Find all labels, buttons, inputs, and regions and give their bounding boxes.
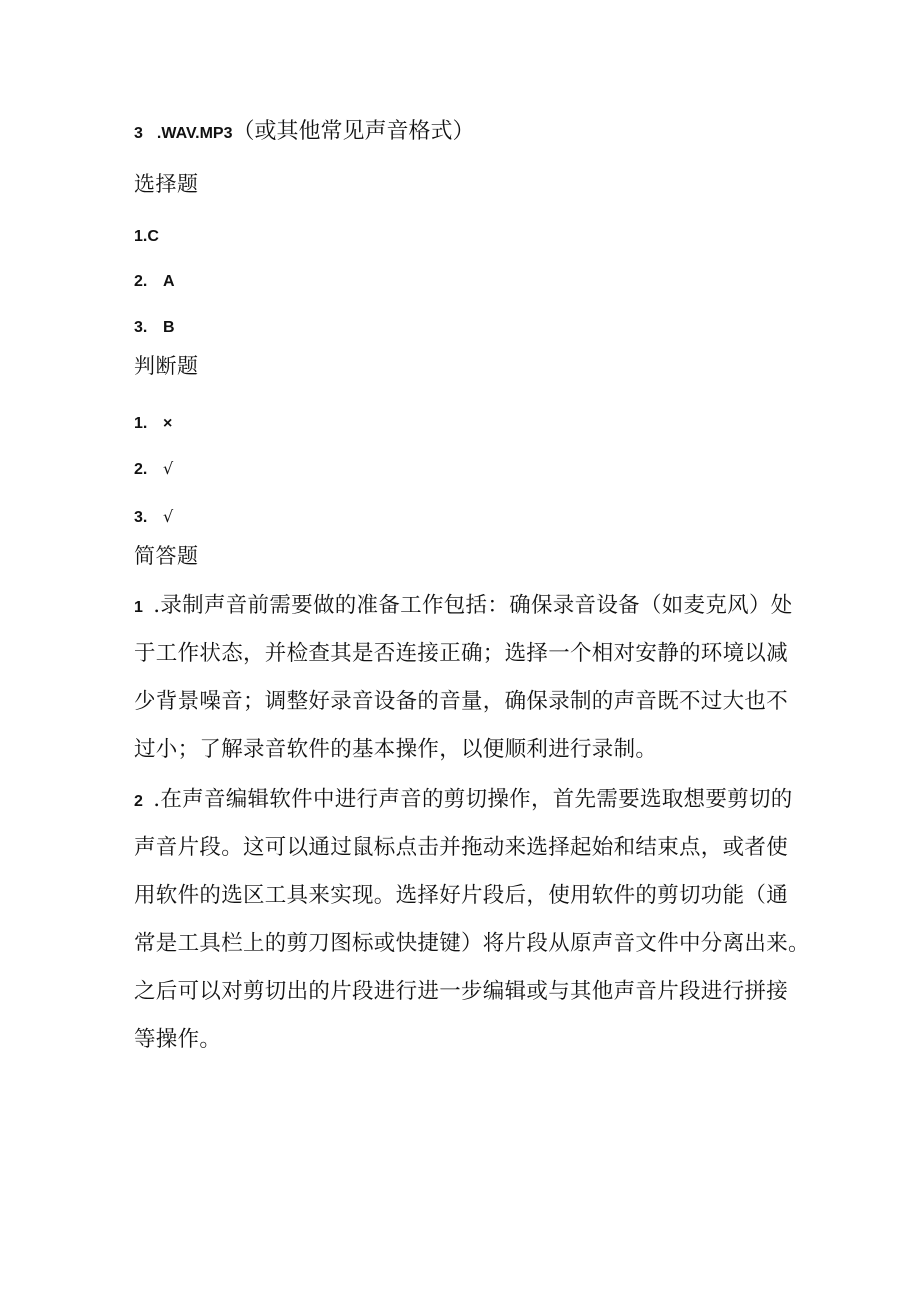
short-answer-q2-line-1 (134, 786, 793, 816)
item-text: （或其他常见声音格式） (232, 119, 475, 144)
short-answer-q2-line-4: 常是工具栏上的剪刀图标或快捷键）将片段从原声音文件中分离出来。 (134, 931, 810, 956)
choice-item-2 (134, 266, 175, 296)
section-heading-choice: 选择题 (134, 172, 199, 196)
item-number: 3 (134, 125, 143, 142)
item-answer: × (163, 415, 173, 432)
judge-item-1 (134, 408, 172, 438)
item-answer: √ (163, 459, 174, 478)
item-number: 3. (134, 509, 148, 526)
item-number: 2 (134, 793, 144, 810)
short-answer-q2-line-5: 之后可以对剪切出的片段进行进一步编辑或与其他声音片段进行拼接 (134, 979, 789, 1004)
short-answer-q2-line-2: 声音片段。这可以通过鼠标点击并拖动来选择起始和结束点，或者使 (134, 835, 789, 860)
item-answer: C (147, 228, 159, 245)
item-answer: √ (163, 507, 174, 526)
item-answer: B (163, 319, 175, 336)
item-number: 1. (134, 415, 148, 432)
section-heading-judge: 判断题 (134, 354, 199, 378)
paragraph-text: .录制声音前需要做的准备工作包括：确保录音设备（如麦克风）处 (153, 593, 793, 618)
short-answer-q1-line-4: 过小；了解录音软件的基本操作，以便顺利进行录制。 (134, 737, 658, 762)
item-number: 2. (134, 273, 148, 290)
short-answer-q2-line-3: 用软件的选区工具来实现。选择好片段后，使用软件的剪切功能（通 (134, 883, 789, 908)
short-answer-q1-line-2: 于工作状态，并检查其是否连接正确；选择一个相对安静的环境以减 (134, 641, 789, 666)
judge-item-3 (134, 502, 173, 532)
fill-in-item-3 (134, 118, 475, 148)
short-answer-q1-line-1 (134, 592, 793, 622)
item-number: 1 (134, 599, 144, 616)
choice-item-3 (134, 312, 175, 342)
item-number: 2. (134, 461, 148, 478)
item-number: 3. (134, 319, 148, 336)
short-answer-q2-line-6: 等操作。 (134, 1027, 222, 1052)
choice-item-1 (134, 221, 159, 251)
paragraph-text: .在声音编辑软件中进行声音的剪切操作，首先需要选取想要剪切的 (153, 787, 793, 812)
item-answer: A (163, 273, 175, 290)
item-prefix: .WAV.MP3 (156, 125, 233, 142)
short-answer-q1-line-3: 少背景噪音；调整好录音设备的音量，确保录制的声音既不过大也不 (134, 689, 789, 714)
item-number: 1. (134, 228, 148, 245)
section-heading-short-answer: 简答题 (134, 544, 199, 568)
judge-item-2 (134, 454, 173, 484)
